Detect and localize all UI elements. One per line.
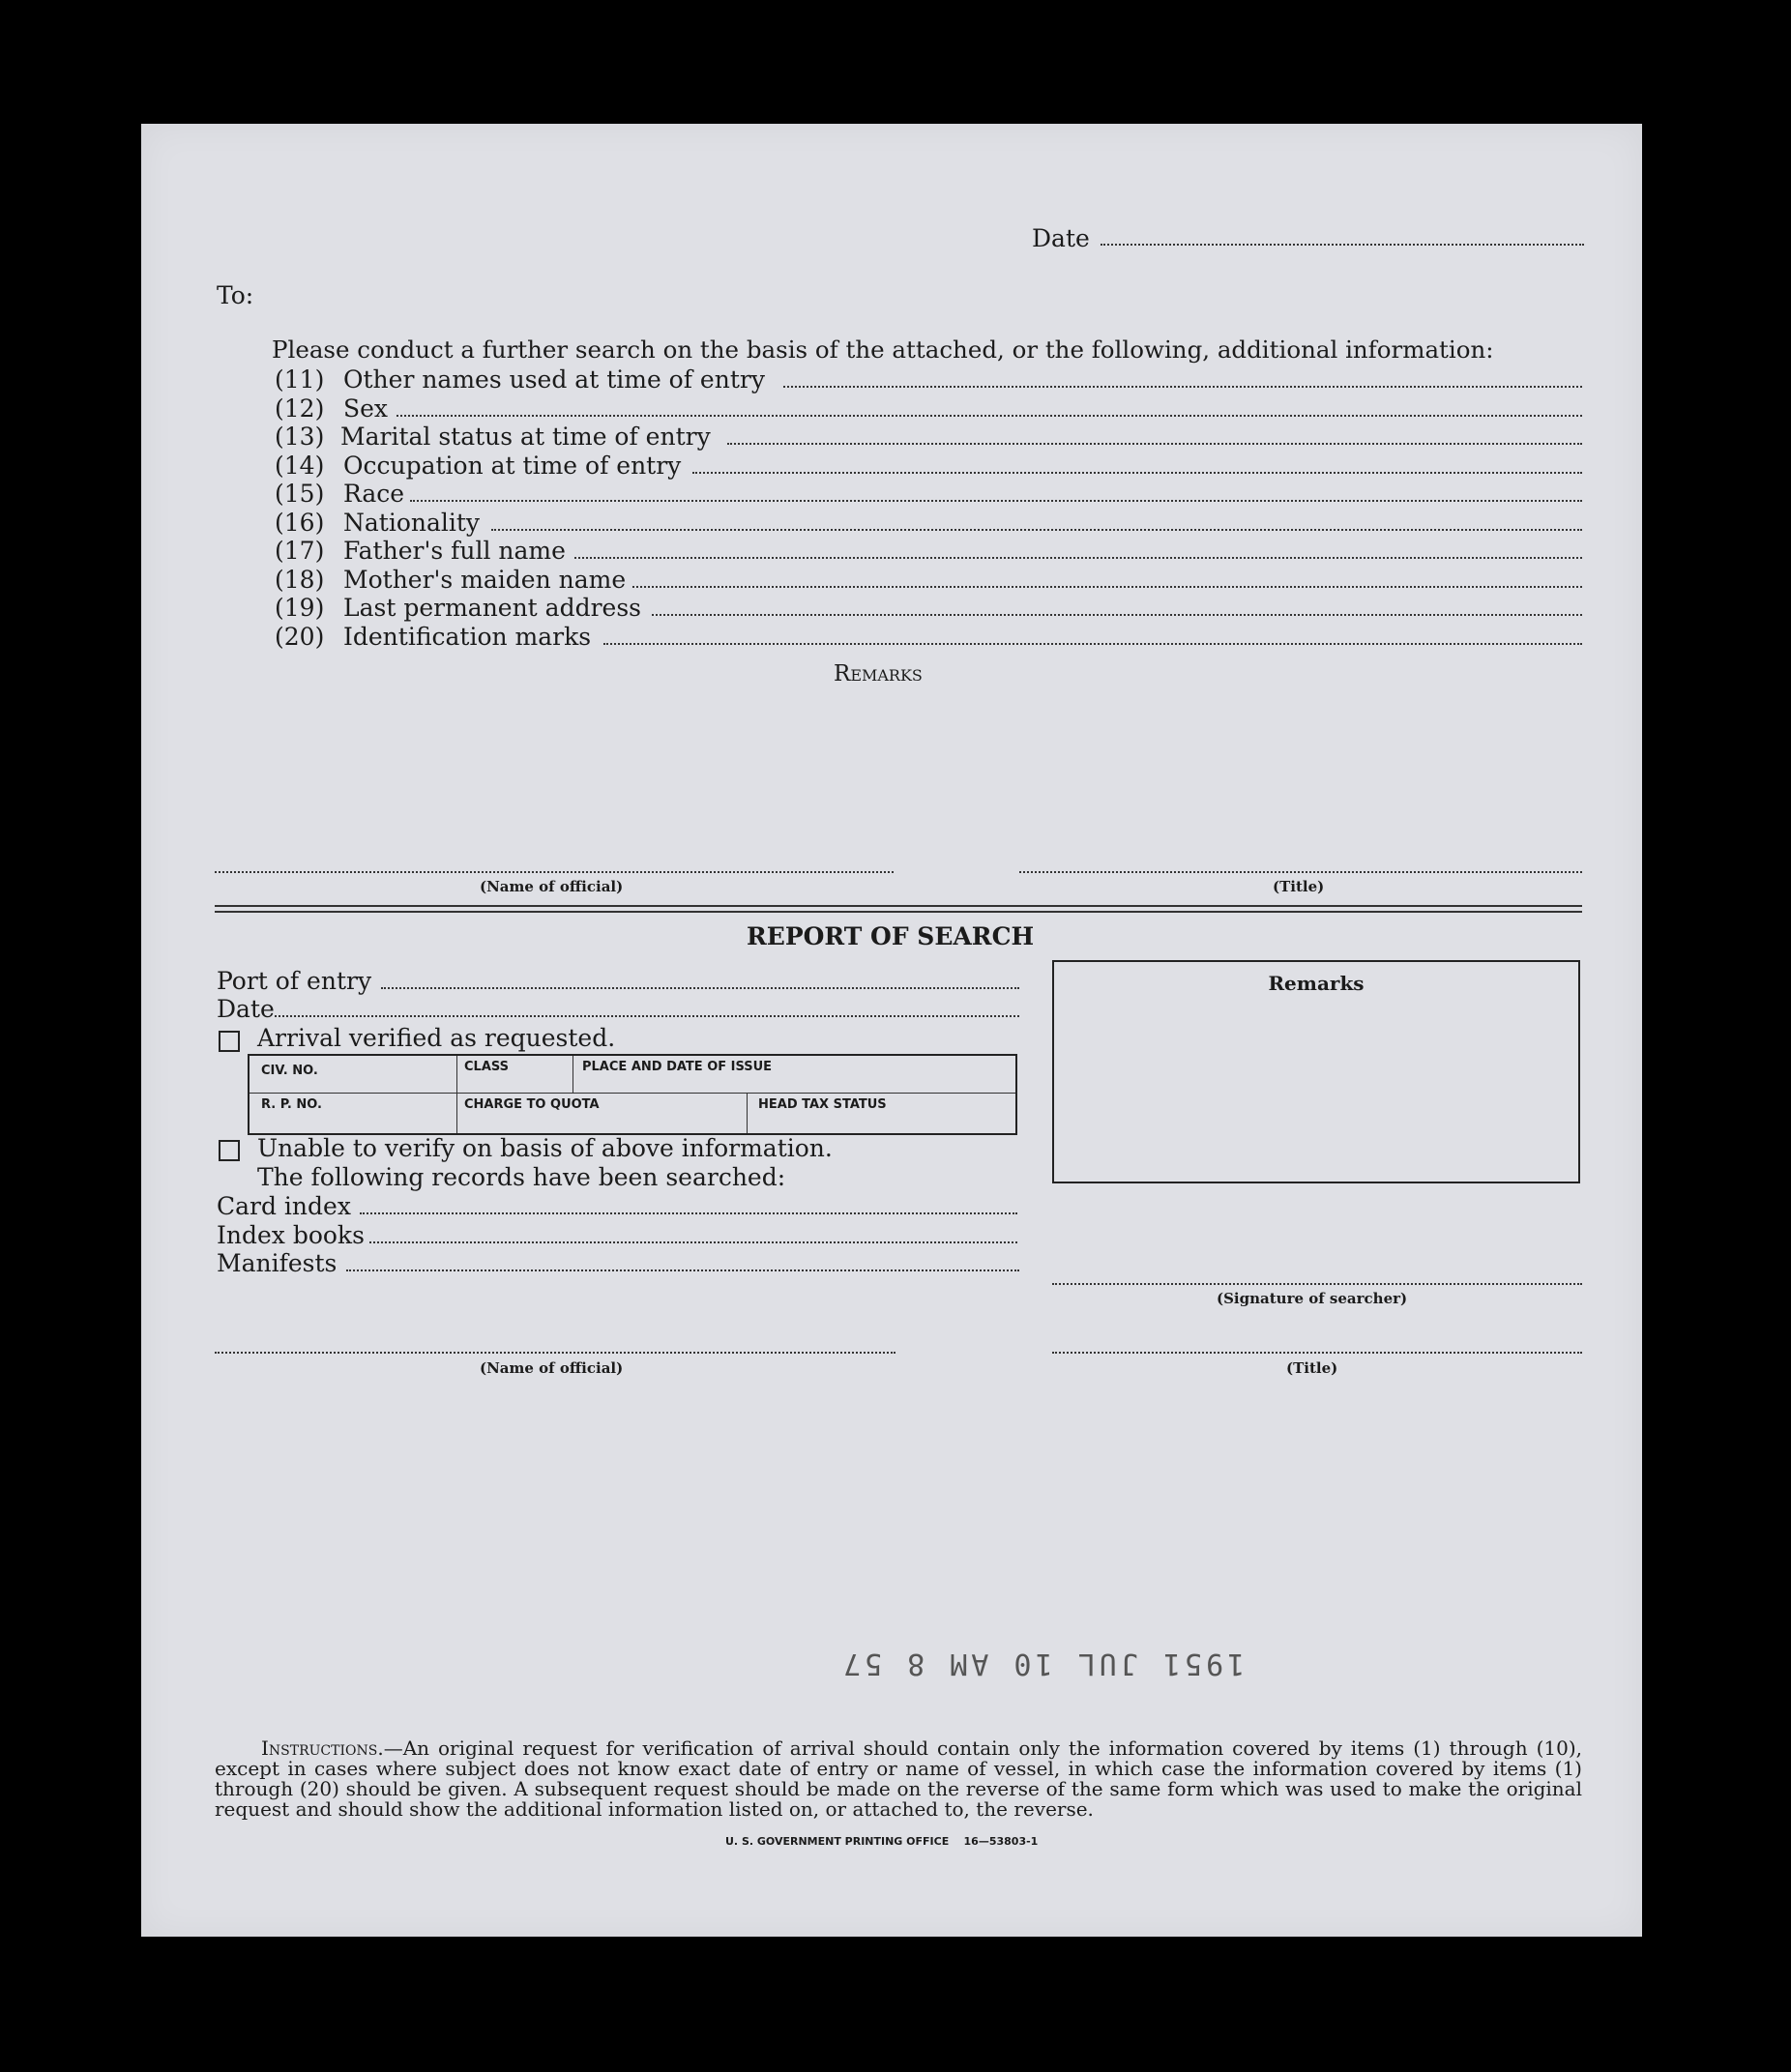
report-remarks-title: Remarks	[1268, 972, 1365, 995]
head-tax-status-cell: HEAD TAX STATUS	[758, 1097, 887, 1112]
item-line[interactable]	[632, 586, 1582, 588]
rp-no-cell: R. P. NO.	[261, 1097, 322, 1112]
official-title-caption: (Title)	[1273, 878, 1325, 895]
item-number: (17)	[275, 537, 325, 565]
item-label: Mother's maiden name	[343, 566, 627, 594]
report-official-title-line[interactable]	[1052, 1352, 1582, 1354]
report-date-label: Date	[217, 995, 275, 1023]
form-page	[141, 124, 1642, 1937]
official-title-line[interactable]	[1019, 871, 1582, 873]
item-line[interactable]	[692, 472, 1582, 474]
records-searched-label: The following records have been searched:	[257, 1163, 786, 1191]
searcher-signature-caption: (Signature of searcher)	[1217, 1290, 1408, 1307]
civ-no-cell: CIV. NO.	[261, 1064, 318, 1078]
item-label: Race	[343, 480, 405, 508]
item-number: (16)	[275, 509, 325, 537]
date-received-stamp: 1951 JUL 10 AM 8 57	[839, 1647, 1246, 1680]
divider-rule	[215, 911, 1582, 913]
item-label: Marital status at time of entry	[340, 423, 711, 451]
item-line[interactable]	[783, 386, 1582, 388]
report-official-name-line[interactable]	[215, 1352, 896, 1354]
class-cell: CLASS	[464, 1060, 510, 1074]
item-label: Occupation at time of entry	[343, 452, 682, 480]
date-line[interactable]	[1101, 244, 1584, 246]
item-number: (13)	[275, 423, 325, 451]
index-books-label: Index books	[217, 1221, 365, 1249]
report-date-line[interactable]	[275, 1015, 1019, 1017]
item-number: (14)	[275, 452, 325, 480]
index-books-line[interactable]	[369, 1241, 1017, 1243]
item-number: (15)	[275, 480, 325, 508]
instructions-text: —An original request for verification of arrival should contain only the information covered by items (1) through (10), except in cases where subject does not know exact date of entry or name of vessel, in which case the information covered by items (1) through (20) should be given. A subsequent request should be made on the reverse of the same form which was used to make the original request and should show the additional information listed on, or attached to, the reverse.	[215, 1736, 1582, 1821]
item-line[interactable]	[491, 529, 1582, 531]
item-label: Other names used at time of entry	[343, 365, 765, 394]
place-date-issue-cell: PLACE AND DATE OF ISSUE	[582, 1060, 773, 1074]
official-name-caption: (Name of official)	[480, 878, 624, 895]
item-number: (11)	[275, 365, 325, 394]
port-of-entry-line[interactable]	[381, 987, 1019, 989]
remarks-heading: Remarks	[834, 661, 923, 686]
item-number: (12)	[275, 394, 325, 423]
arrival-verified-checkbox[interactable]	[219, 1031, 240, 1052]
port-of-entry-label: Port of entry	[217, 967, 372, 995]
report-official-name-caption: (Name of official)	[480, 1359, 624, 1377]
manifests-label: Manifests	[217, 1249, 338, 1277]
divider-rule	[215, 905, 1582, 907]
unable-to-verify-checkbox[interactable]	[219, 1140, 240, 1161]
item-line[interactable]	[396, 415, 1582, 417]
date-label: Date	[1032, 224, 1090, 252]
official-name-line[interactable]	[215, 871, 894, 873]
verification-table	[248, 1054, 1017, 1135]
card-index-line[interactable]	[360, 1212, 1017, 1214]
item-label: Sex	[343, 394, 389, 423]
printing-office-footer: U. S. GOVERNMENT PRINTING OFFICE 16—53803-1	[725, 1835, 1039, 1848]
report-heading: REPORT OF SEARCH	[747, 922, 1035, 950]
to-label: To:	[217, 281, 254, 309]
item-label: Last permanent address	[343, 594, 641, 622]
manifests-line[interactable]	[346, 1269, 1019, 1271]
instructions-lead: Instructions.	[261, 1736, 384, 1760]
item-label: Father's full name	[343, 537, 566, 565]
charge-to-quota-cell: CHARGE TO QUOTA	[464, 1097, 600, 1112]
card-index-label: Card index	[217, 1192, 351, 1220]
instructions-paragraph	[215, 1738, 1582, 1820]
item-number: (20)	[275, 623, 325, 651]
item-line[interactable]	[727, 443, 1582, 445]
report-official-title-caption: (Title)	[1286, 1359, 1338, 1377]
item-line[interactable]	[410, 500, 1582, 502]
report-remarks-box[interactable]	[1052, 960, 1580, 1183]
item-line[interactable]	[652, 614, 1582, 616]
item-label: Identification marks	[343, 623, 592, 651]
request-intro: Please conduct a further search on the basis of the attached, or the following, additional information:	[272, 336, 1494, 364]
item-line[interactable]	[603, 643, 1582, 645]
arrival-verified-label: Arrival verified as requested.	[257, 1024, 616, 1052]
item-number: (18)	[275, 566, 325, 594]
item-label: Nationality	[343, 509, 481, 537]
item-number: (19)	[275, 594, 325, 622]
item-line[interactable]	[574, 557, 1582, 559]
unable-to-verify-label: Unable to verify on basis of above information.	[257, 1134, 833, 1162]
searcher-signature-line[interactable]	[1052, 1283, 1582, 1285]
